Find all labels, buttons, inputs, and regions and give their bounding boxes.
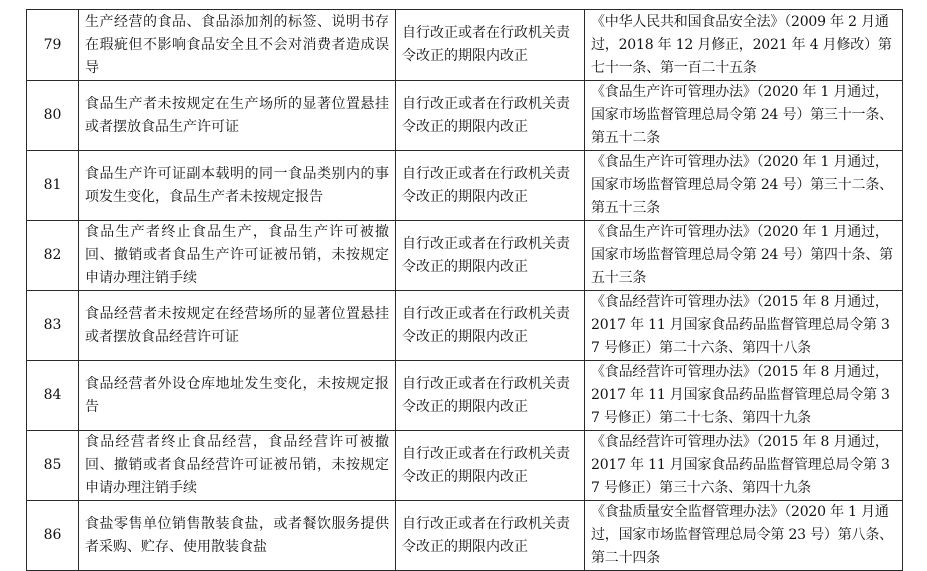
legal-basis: 《食品经营许可管理办法》（2015 年 8 月通过，2017 年 11 月国家食品药品监督管理总局令第 37 号修正）第二十六条、第四十八条 <box>585 291 903 361</box>
table-row <box>27 291 903 361</box>
row-number: 84 <box>27 361 79 431</box>
legal-basis: 《食品生产许可管理办法》（2020 年 1 月通过，国家市场监督管理总局令第 24 号）第三十二条、第五十三条 <box>585 151 903 221</box>
correction-requirement: 自行改正或者在行政机关责令改正的期限内改正 <box>396 431 585 501</box>
violation-description: 食品生产者未按规定在生产场所的显著位置悬挂或者摆放食品生产许可证 <box>79 81 396 151</box>
legal-basis: 《食品生产许可管理办法》（2020 年 1 月通过，国家市场监督管理总局令第 24 号）第四十条、第五十三条 <box>585 221 903 291</box>
correction-requirement: 自行改正或者在行政机关责令改正的期限内改正 <box>396 501 585 571</box>
correction-requirement: 自行改正或者在行政机关责令改正的期限内改正 <box>396 291 585 361</box>
row-number: 79 <box>27 10 79 81</box>
regulation-table-page <box>26 9 903 571</box>
violation-description: 食品经营者终止食品经营，食品经营许可被撤回、撤销或者食品经营许可证被吊销，未按规定申请办理注销手续 <box>79 431 396 501</box>
violation-description: 生产经营的食品、食品添加剂的标签、说明书存在瑕疵但不影响食品安全且不会对消费者造成误导 <box>79 10 396 81</box>
violation-description: 食品经营者外设仓库地址发生变化，未按规定报告 <box>79 361 396 431</box>
legal-basis: 《食品生产许可管理办法》（2020 年 1 月通过，国家市场监督管理总局令第 24 号）第三十一条、第五十二条 <box>585 81 903 151</box>
correction-requirement: 自行改正或者在行政机关责令改正的期限内改正 <box>396 361 585 431</box>
row-number: 82 <box>27 221 79 291</box>
table-row <box>27 10 903 81</box>
legal-basis: 《食品经营许可管理办法》（2015 年 8 月通过，2017 年 11 月国家食品药品监督管理总局令第 37 号修正）第三十六条、第四十九条 <box>585 431 903 501</box>
legal-basis: 《中华人民共和国食品安全法》（2009 年 2 月通过，2018 年 12 月修正，2021 年 4 月修改）第七十一条、第一百二十五条 <box>585 10 903 81</box>
regulation-table <box>26 9 903 571</box>
row-number: 83 <box>27 291 79 361</box>
row-number: 81 <box>27 151 79 221</box>
row-number: 85 <box>27 431 79 501</box>
table-row <box>27 501 903 571</box>
violation-description: 食品生产许可证副本载明的同一食品类别内的事项发生变化，食品生产者未按规定报告 <box>79 151 396 221</box>
correction-requirement: 自行改正或者在行政机关责令改正的期限内改正 <box>396 151 585 221</box>
violation-description: 食盐零售单位销售散装食盐，或者餐饮服务提供者采购、贮存、使用散装食盐 <box>79 501 396 571</box>
legal-basis: 《食品经营许可管理办法》（2015 年 8 月通过，2017 年 11 月国家食品药品监督管理总局令第 37 号修正）第二十七条、第四十九条 <box>585 361 903 431</box>
row-number: 86 <box>27 501 79 571</box>
table-row <box>27 431 903 501</box>
table-row <box>27 361 903 431</box>
table-row <box>27 221 903 291</box>
correction-requirement: 自行改正或者在行政机关责令改正的期限内改正 <box>396 221 585 291</box>
correction-requirement: 自行改正或者在行政机关责令改正的期限内改正 <box>396 81 585 151</box>
table-row <box>27 151 903 221</box>
row-number: 80 <box>27 81 79 151</box>
violation-description: 食品生产者终止食品生产，食品生产许可被撤回、撤销或者食品生产许可证被吊销，未按规定申请办理注销手续 <box>79 221 396 291</box>
correction-requirement: 自行改正或者在行政机关责令改正的期限内改正 <box>396 10 585 81</box>
violation-description: 食品经营者未按规定在经营场所的显著位置悬挂或者摆放食品经营许可证 <box>79 291 396 361</box>
legal-basis: 《食盐质量安全监督管理办法》（2020 年 1 月通过，国家市场监督管理总局令第 23 号）第八条、第二十四条 <box>585 501 903 571</box>
table-row <box>27 81 903 151</box>
